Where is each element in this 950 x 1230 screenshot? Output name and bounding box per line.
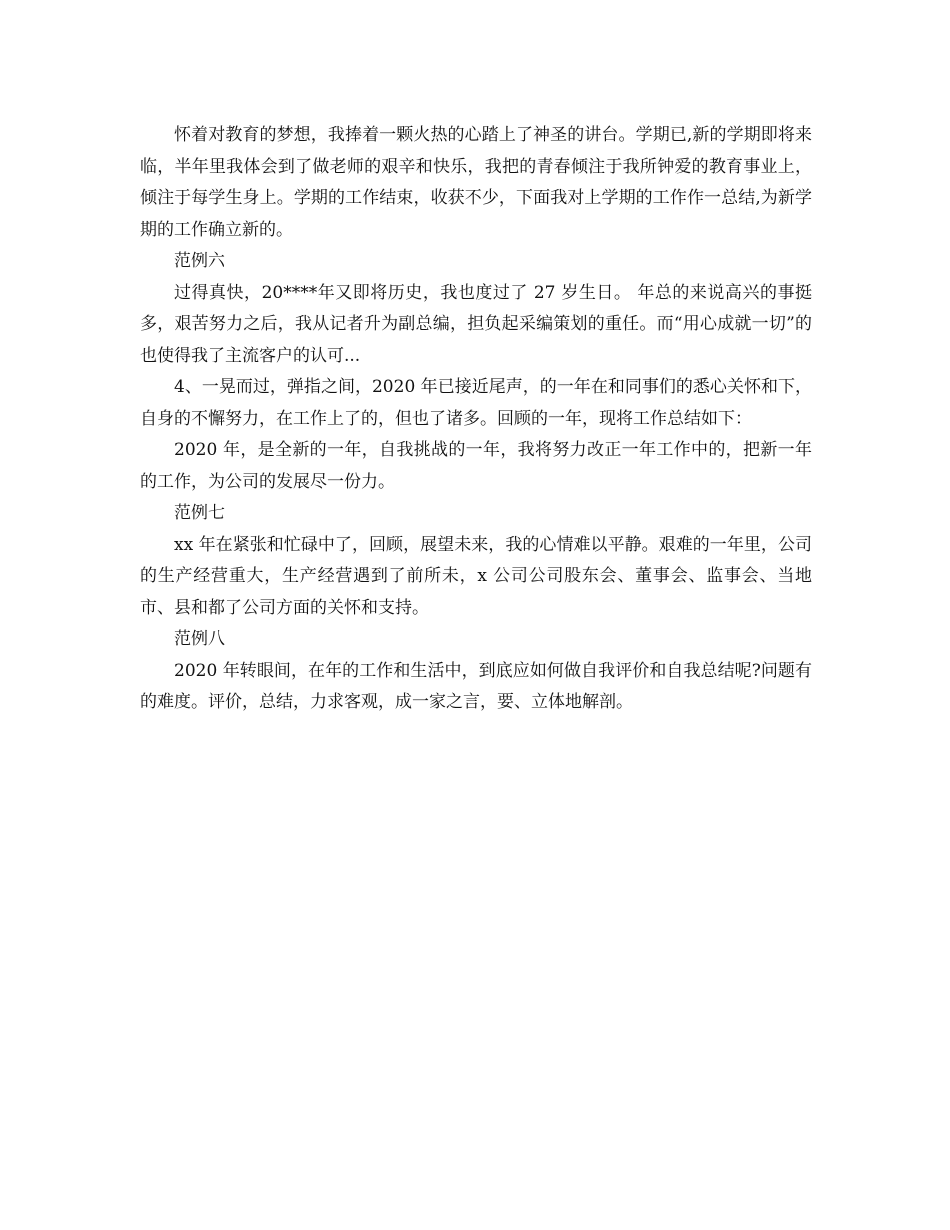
paragraph-item-4: 4、一晃而过，弹指之间，2020 年已接近尾声，的一年在和同事们的悉心关怀和下，自身的不懈努力，在工作上了的，但也了诸多。回顾的一年，现将工作总结如下： bbox=[140, 377, 812, 429]
paragraph-example-6: 过得真快，20****年又即将历史，我也度过了 27 岁生日。 年总的来说高兴的事挺多，艰苦努力之后，我从记者升为副总编，担负起采编策划的重任。而“用心成就一切”的也使得我了主流客户的认可... bbox=[140, 282, 812, 366]
heading-example-6: 范例六 bbox=[174, 251, 225, 271]
paragraph-2020: 2020 年，是全新的一年，自我挑战的一年，我将努力改正一年工作中的，把新一年的工作，为公司的发展尽一份力。 bbox=[140, 440, 812, 492]
heading-example-7: 范例七 bbox=[174, 503, 225, 523]
paragraph-example-8: 2020 年转眼间，在年的工作和生活中，到底应如何做自我评价和自我总结呢?问题有的难度。评价，总结，力求客观，成一家之言，要、立体地解剖。 bbox=[140, 660, 812, 712]
paragraph-example-7: xx 年在紧张和忙碌中了，回顾，展望未来，我的心情难以平静。艰难的一年里，公司的生产经营重大，生产经营遇到了前所未，x 公司公司股东会、董事会、监事会、当地市、县和都了公司方面的关怀和支持。 bbox=[140, 534, 812, 618]
heading-example-8: 范例八 bbox=[174, 629, 225, 649]
document-body bbox=[140, 120, 812, 719]
paragraph-intro: 怀着对教育的梦想，我捧着一颗火热的心踏上了神圣的讲台。学期已,新的学期即将来临，半年里我体会到了做老师的艰辛和快乐，我把的青春倾注于我所钟爱的教育事业上，倾注于每学生身上。学期的工作结束，收获不少，下面我对上学期的工作作一总结,为新学期的工作确立新的。 bbox=[140, 125, 812, 240]
